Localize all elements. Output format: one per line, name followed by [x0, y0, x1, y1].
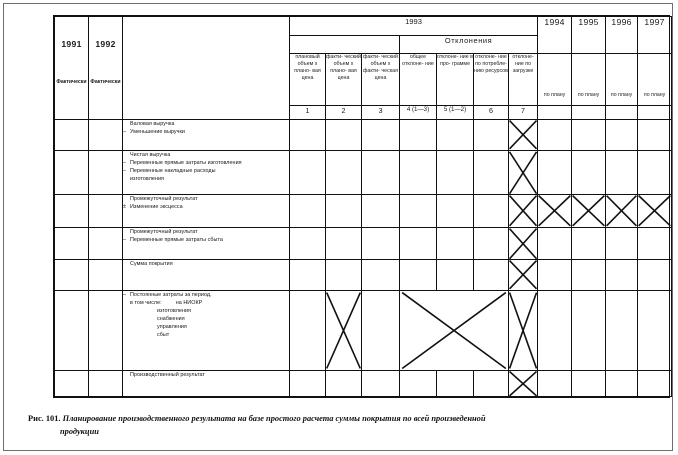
plan-note-1996: по плану [606, 54, 638, 106]
cell-resource-deviation[interactable] [474, 150, 509, 195]
row-label [123, 227, 290, 259]
row-label [123, 150, 290, 195]
cell-1997-crossed[interactable] [638, 195, 672, 227]
col-header-plan-vol-plan-price: плановый объем х плано- вая цена [290, 54, 326, 106]
row-label-line: сбыт [157, 332, 170, 339]
cell-load-deviation-crossed[interactable] [509, 150, 538, 195]
plan-note-1997: по плану [638, 54, 672, 106]
cell-1997[interactable] [638, 370, 672, 396]
cell-1991[interactable] [55, 120, 89, 150]
note-1991: Фактически [56, 79, 87, 85]
column-1991 [55, 17, 89, 120]
cell-total-deviation[interactable] [400, 260, 437, 290]
row-sign: – [123, 167, 127, 174]
row-label [123, 260, 290, 290]
figure-number: Рис. 101. [28, 414, 61, 423]
cell-1994[interactable] [538, 290, 572, 370]
year-header-1997: 1997 [638, 17, 672, 54]
cell-fact-vol-fact-price[interactable] [362, 370, 400, 396]
cell-1992[interactable] [89, 120, 123, 150]
col-header-fact-vol-fact-price: факти- ческий объем х факти- ческая цена [362, 54, 400, 106]
row-label-line: Промежуточный результат [130, 228, 198, 235]
cell-load-deviation-crossed[interactable] [509, 370, 538, 396]
cell-1994[interactable] [538, 260, 572, 290]
planning-table [53, 15, 670, 398]
cell-fact-vol-fact-price[interactable] [362, 227, 400, 259]
table-row [55, 150, 672, 195]
year-label-1992: 1992 [95, 39, 116, 49]
cell-1995[interactable] [572, 290, 606, 370]
row-sign: – [123, 159, 127, 166]
cell-plan-vol-plan-price[interactable] [290, 370, 326, 396]
cell-1997[interactable] [638, 227, 672, 259]
cell-resource-deviation[interactable] [474, 260, 509, 290]
cell-1995[interactable] [572, 120, 606, 150]
cell-program-deviation[interactable] [437, 370, 474, 396]
figure-caption [28, 412, 668, 438]
plan-number-blank-1994 [538, 106, 572, 120]
cell-1995[interactable] [572, 150, 606, 195]
cell-1996[interactable] [606, 120, 638, 150]
row-label-line: Переменные прямые затраты сбыта [130, 236, 223, 243]
table-row [55, 290, 672, 370]
row-label-line: изготовления [157, 307, 192, 314]
cell-program-deviation[interactable] [437, 120, 474, 150]
note-1992: Фактически [90, 79, 121, 85]
col-number-6: 6 [474, 106, 509, 120]
cell-1992[interactable] [89, 195, 123, 227]
cell-plan-vol-plan-price[interactable] [290, 290, 326, 370]
cell-fact-vol-fact-price[interactable] [362, 290, 400, 370]
figure-caption-text-2: продукции [60, 427, 99, 437]
cell-fact-vol-fact-price[interactable] [362, 260, 400, 290]
col-number-5: 5 (1—2) [437, 106, 474, 120]
plan-note-1994: по плану [538, 54, 572, 106]
cell-1995[interactable] [572, 370, 606, 396]
cell-program-deviation[interactable] [437, 195, 474, 227]
year-label-1991: 1991 [61, 39, 82, 49]
cell-1997[interactable] [638, 290, 672, 370]
table-row [55, 260, 672, 290]
row-label-line: Изменение эксцесса [130, 204, 183, 211]
col-number-4: 4 (1—3) [400, 106, 437, 120]
cell-plan-vol-plan-price[interactable] [290, 260, 326, 290]
col-number-2: 2 [326, 106, 362, 120]
table-body [55, 120, 672, 397]
cell-total-deviation[interactable] [400, 370, 437, 396]
cell-load-deviation-crossed[interactable] [509, 260, 538, 290]
col-header-load-deviation: отклоне- ние по загрузке [509, 54, 538, 106]
row-label [123, 290, 290, 370]
table-row [55, 227, 672, 259]
year-header-1996: 1996 [606, 17, 638, 54]
cell-fact-vol-plan-price[interactable] [326, 260, 362, 290]
cell-1994[interactable] [538, 150, 572, 195]
row-label-line: в том числе: [130, 299, 162, 306]
cell-total-deviation[interactable] [400, 227, 437, 259]
planning-table-grid [54, 16, 672, 397]
plan-number-blank-1996 [606, 106, 638, 120]
cell-fact-vol-plan-price[interactable] [326, 120, 362, 150]
row-sign: ± [123, 204, 127, 211]
cell-plan-vol-plan-price[interactable] [290, 150, 326, 195]
cell-program-deviation[interactable] [437, 227, 474, 259]
cell-1997[interactable] [638, 260, 672, 290]
year-header-1995: 1995 [572, 17, 606, 54]
table-row [55, 370, 672, 396]
cell-resource-deviation[interactable] [474, 227, 509, 259]
row-label [123, 195, 290, 227]
table-row [55, 120, 672, 150]
cell-program-deviation[interactable] [437, 260, 474, 290]
row-sign: – [123, 236, 127, 243]
col-header-program-deviation: отклоне- ние в про- грамме [437, 54, 474, 106]
row-label-line: Уменьшение выручки [130, 129, 185, 136]
col-header-resource-deviation: отклоне- ние по потребле- нию ресурсов [474, 54, 509, 106]
row-label-line: Валовая выручка [130, 121, 175, 128]
header-row-year-group [55, 17, 672, 36]
cell-load-deviation-crossed[interactable] [509, 227, 538, 259]
cell-1994[interactable] [538, 120, 572, 150]
row-label-line: Производственный результат [130, 371, 205, 378]
cell-plan-vol-plan-price[interactable] [290, 120, 326, 150]
cell-load-deviation-crossed[interactable] [509, 195, 538, 227]
row-label-tail: на НИОКР [175, 299, 203, 306]
cell-load-deviation-crossed[interactable] [509, 290, 538, 370]
cell-fact-vol-fact-price[interactable] [362, 120, 400, 150]
col-number-1: 1 [290, 106, 326, 120]
cell-1994-crossed[interactable] [538, 195, 572, 227]
cell-fact-vol-fact-price[interactable] [362, 150, 400, 195]
cell-1991[interactable] [55, 227, 89, 259]
cell-1996[interactable] [606, 227, 638, 259]
cell-1991[interactable] [55, 150, 89, 195]
col-header-total-deviation: общее отклоне- ние [400, 54, 437, 106]
table-row [55, 195, 672, 227]
figure-caption-text: Планирование производственного результата на базе простого расчета суммы покрытия по всей произведенной [62, 414, 486, 423]
row-sign: – [123, 291, 127, 298]
cell-1994[interactable] [538, 370, 572, 396]
cell-resource-deviation[interactable] [474, 195, 509, 227]
cell-1992[interactable] [89, 370, 123, 396]
base-columns-spacer [290, 36, 400, 54]
cell-program-deviation[interactable] [437, 150, 474, 195]
cell-plan-vol-plan-price[interactable] [290, 195, 326, 227]
cell-resource-deviation[interactable] [474, 370, 509, 396]
cell-deviation-span-crossed[interactable] [400, 290, 509, 370]
row-label-header-blank [123, 17, 290, 120]
cell-1996[interactable] [606, 290, 638, 370]
cell-fact-vol-plan-price[interactable] [326, 150, 362, 195]
row-label-line: снабжения [157, 315, 185, 322]
cell-1991[interactable] [55, 195, 89, 227]
cell-1994[interactable] [538, 227, 572, 259]
plan-note-1995: по плану [572, 54, 606, 106]
cell-1996[interactable] [606, 260, 638, 290]
cell-total-deviation[interactable] [400, 120, 437, 150]
row-label-line: Переменные прямые затраты изготовления [130, 159, 242, 166]
cell-1992[interactable] [89, 150, 123, 195]
cell-total-deviation[interactable] [400, 150, 437, 195]
col-number-7: 7 [509, 106, 538, 120]
cell-fact-vol-plan-price[interactable] [326, 370, 362, 396]
cell-1997[interactable] [638, 150, 672, 195]
cell-1992[interactable] [89, 290, 123, 370]
row-label-line: Сумма покрытия [130, 261, 173, 268]
row-label-line: изготовления [130, 176, 165, 183]
column-1992 [89, 17, 123, 120]
cell-1992[interactable] [89, 227, 123, 259]
row-label [123, 370, 290, 396]
plan-number-blank-1997 [638, 106, 672, 120]
cell-fact-vol-plan-price[interactable] [326, 227, 362, 259]
row-label-line: управления [157, 324, 187, 330]
cell-1991[interactable] [55, 370, 89, 396]
cell-1996[interactable] [606, 370, 638, 396]
cell-fact-vol-plan-price[interactable] [326, 195, 362, 227]
cell-resource-deviation[interactable] [474, 120, 509, 150]
cell-fact-vol-fact-price[interactable] [362, 195, 400, 227]
cell-1995-crossed[interactable] [572, 195, 606, 227]
cell-1996-crossed[interactable] [606, 195, 638, 227]
cell-1995[interactable] [572, 227, 606, 259]
cell-1997[interactable] [638, 120, 672, 150]
row-label-line: Чистая выручка [130, 151, 171, 158]
cell-1991[interactable] [55, 290, 89, 370]
figure-frame [3, 3, 673, 451]
row-label-line: Постоянные затраты за период, [130, 291, 212, 298]
group-header-1993: 1993 [290, 17, 538, 36]
cell-total-deviation[interactable] [400, 195, 437, 227]
cell-fact-vol-plan-price-crossed[interactable] [326, 290, 362, 370]
cell-1991[interactable] [55, 260, 89, 290]
plan-number-blank-1995 [572, 106, 606, 120]
cell-plan-vol-plan-price[interactable] [290, 227, 326, 259]
year-header-1994: 1994 [538, 17, 572, 54]
cell-1992[interactable] [89, 260, 123, 290]
col-number-3: 3 [362, 106, 400, 120]
cell-load-deviation-crossed[interactable] [509, 120, 538, 150]
cell-1996[interactable] [606, 150, 638, 195]
cell-1995[interactable] [572, 260, 606, 290]
row-label-line: Переменные накладные расходы [130, 167, 216, 174]
row-label-line: Промежуточный результат [130, 196, 198, 203]
col-header-fact-vol-plan-price: факти- ческий объем х плано- вая цена [326, 54, 362, 106]
group-header-deviations: Отклонения [400, 36, 538, 54]
row-label [123, 120, 290, 150]
row-sign: – [123, 129, 127, 136]
